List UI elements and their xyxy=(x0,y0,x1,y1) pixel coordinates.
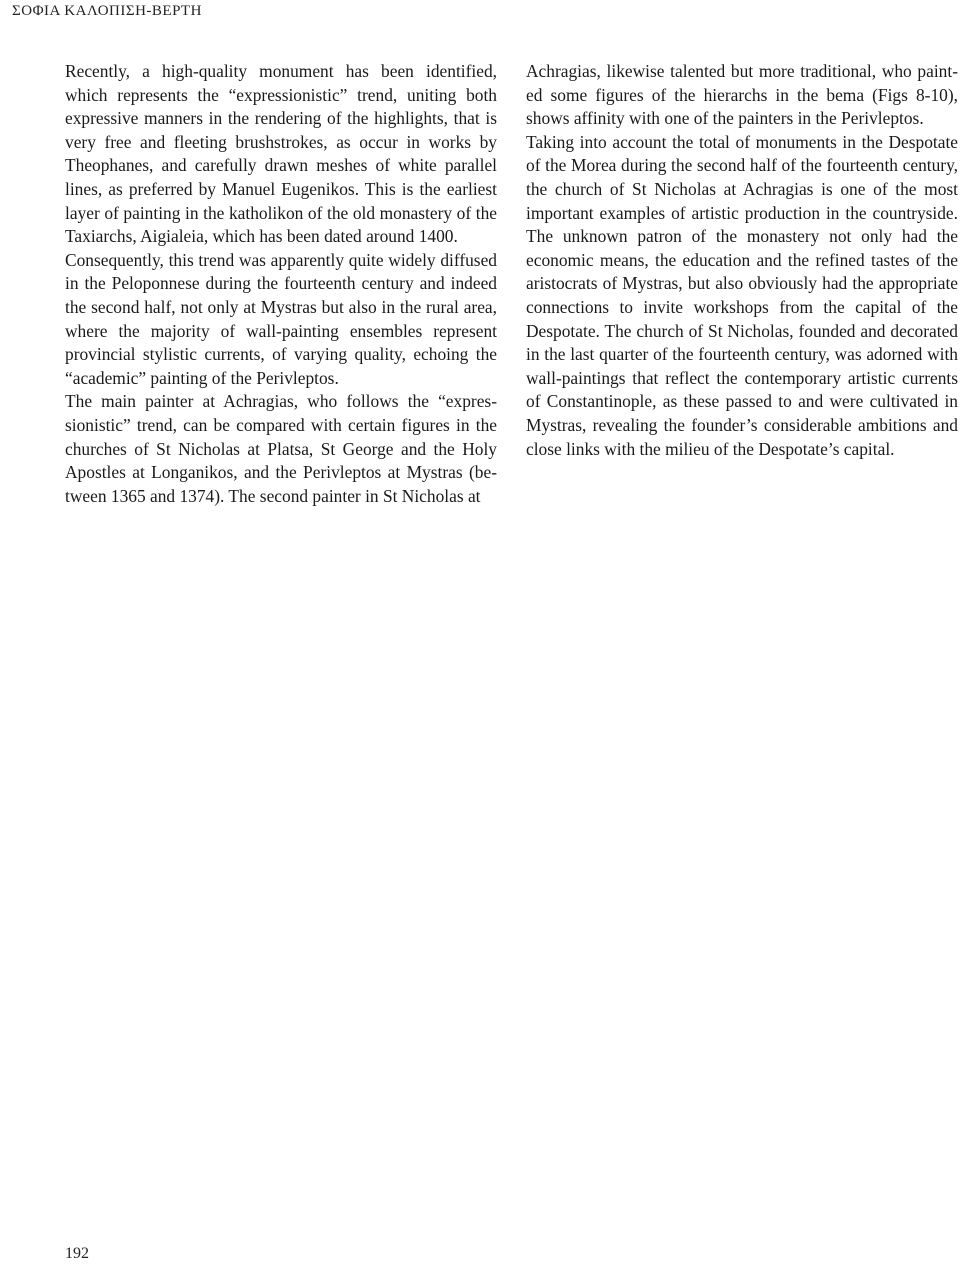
paragraph: Achragias, likewise talented but more traditional, who painted some figures of the hierarchs in the bema (Figs 8-10), shows affinity with one of the painters in the Perivleptos. xyxy=(526,61,958,129)
paragraph: Taking into account the total of monuments in the Despotate of the Morea during the second half of the fourteenth century, the church of St Nicholas at Achragias is one of the most important examples of artistic production in the countryside. The unknown patron of the monastery not only had the economic means, the education and the refined tastes of the aristocrats of Mystras, but also obviously had the appropriate connections to invite workshops from the capital of the Despotate. The church of St Nicholas, founded and decorated in the last quarter of the fourteenth century, was adorned with wall-paintings that reflect the contemporary artistic currents of Constantinople, as these passed to and were cultivated in Mystras, revealing the founder’s considerable ambitions and close links with the milieu of the Despotate’s capital. xyxy=(526,131,958,459)
paragraph: Consequently, this trend was apparently quite widely diffused in the Peloponnese during the fourteenth century and indeed the second half, not only at Mystras but also in the rural area, where the majority of wall-painting ensembles represent provincial stylistic currents, of varying quality, echoing the “academic” painting of the Perivleptos. xyxy=(65,249,497,388)
page-number: 192 xyxy=(65,1245,89,1262)
left-column xyxy=(65,60,497,508)
paragraph: Recently, a high-quality monument has been identified, which represents the “expressionistic” trend, uniting both expressive manners in the rendering of the highlights, that is very free and fleeting brushstrokes, as occur in works by Theophanes, and carefully drawn meshes of white parallel lines, as preferred by Manuel Eugenikos. This is the earliest layer of painting in the katholikon of the old monastery of the Taxiarchs, Aigialeia, which has been dated around 1400. xyxy=(65,61,497,247)
paragraph: The main painter at Achragias, who follows the “expressionistic” trend, can be compared with certain figures in the churches of St Nicholas at Platsa, St George and the Holy Apostles at Longanikos, and the Perivleptos at Mystras (between 1365 and 1374). The second painter in St Nicholas at xyxy=(65,391,497,506)
running-head: ΣΟΦΙΑ ΚΑΛΟΠΙΣΗ-ΒΕΡΤΗ xyxy=(12,3,202,19)
right-column xyxy=(526,60,958,461)
